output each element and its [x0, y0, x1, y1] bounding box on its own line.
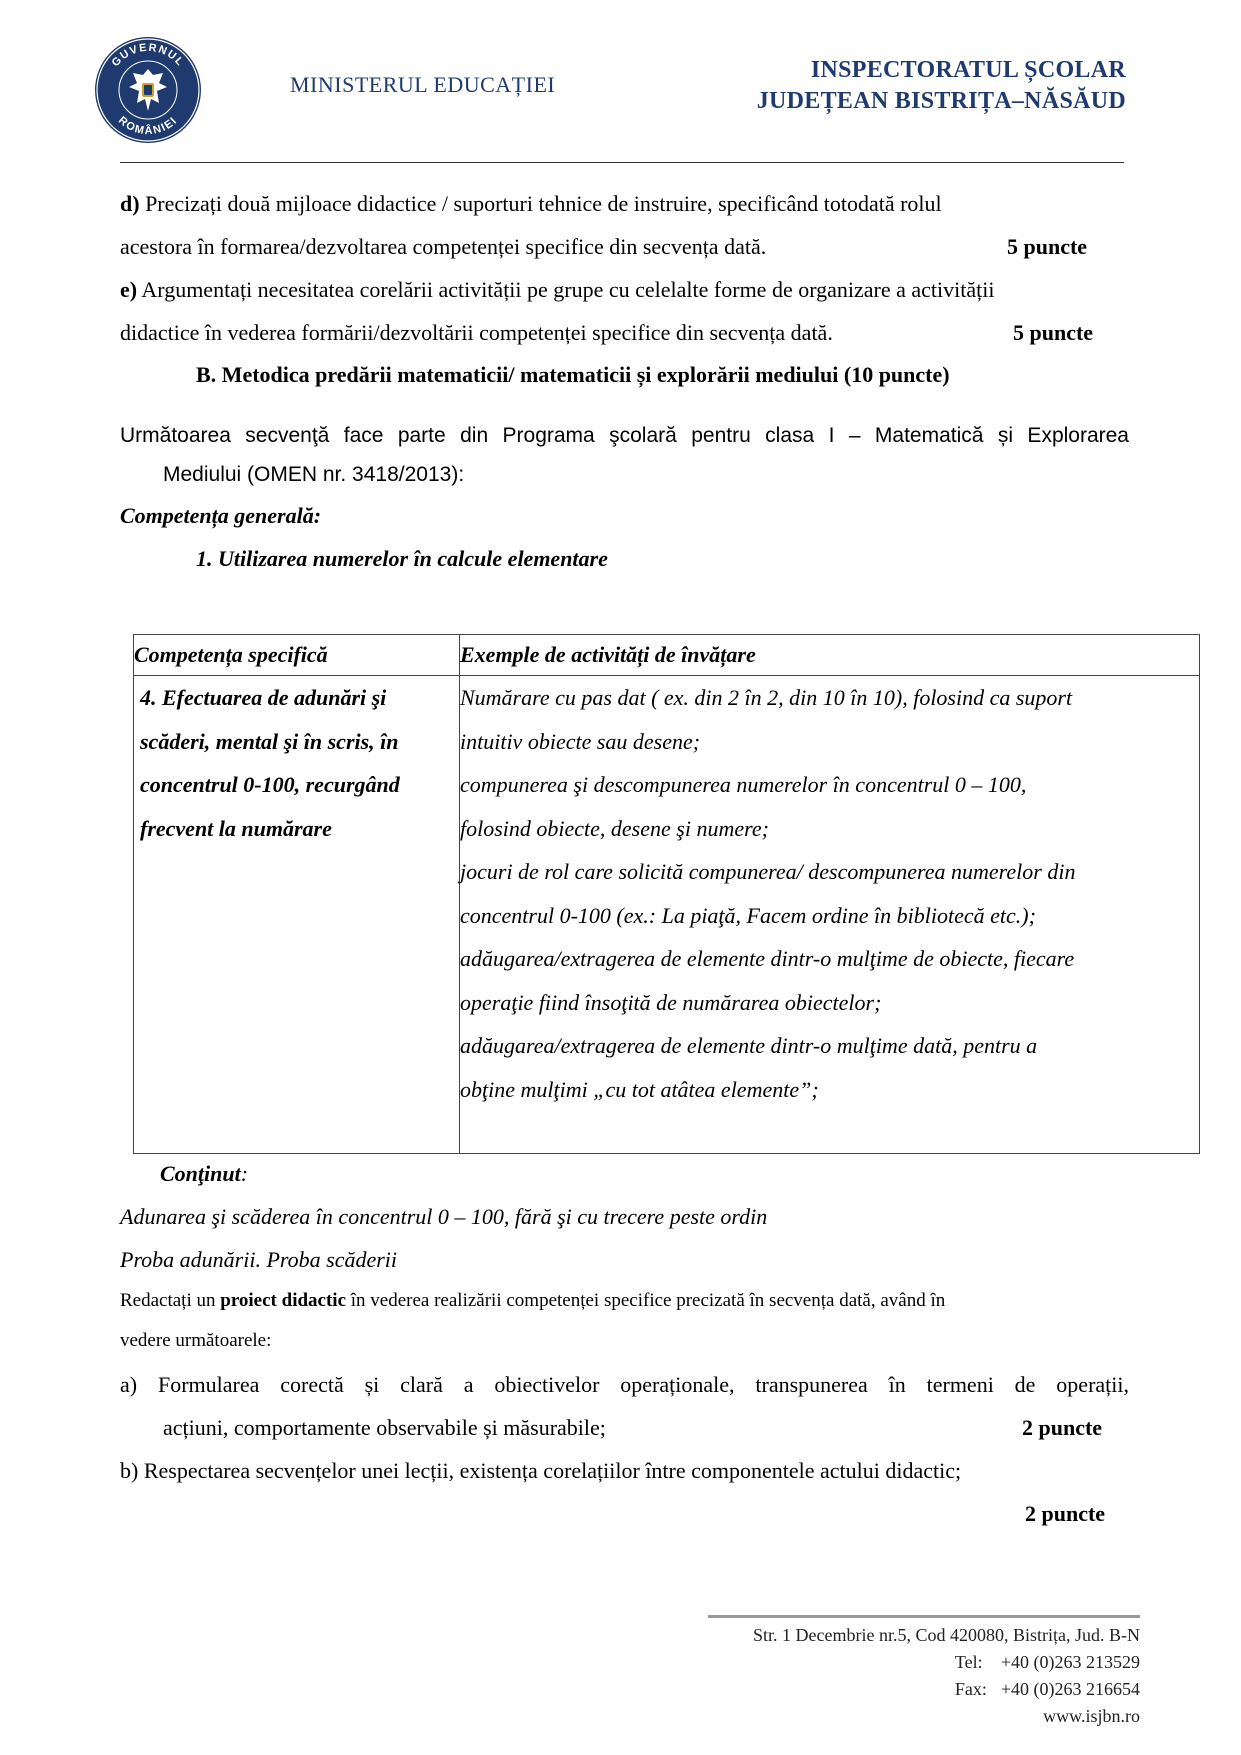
activity-line: obţine mulţimi „cu tot atâtea elemente”; — [460, 1076, 819, 1102]
specific-competence-line: concentrul 0-100, recurgând — [140, 772, 400, 797]
header-right-text: Exemple de activități de învățare — [460, 642, 756, 667]
specific-competence-line: 4. Efectuarea de adunări şi — [140, 685, 387, 710]
table-header-left — [134, 635, 460, 676]
activity-line: operaţie fiind însoţită de numărarea obiectelor; — [460, 989, 882, 1015]
content-line-1: Adunarea şi scăderea în concentrul 0 – 100, fără şi cu trecere peste ordin — [120, 1204, 768, 1229]
government-emblem-logo — [93, 35, 203, 145]
item-d-line-1 — [120, 190, 942, 218]
emblem-text-top: GUVERNUL — [109, 41, 187, 70]
criterion-b-line-1: b) Respectarea secvențelor unei lecții, existența corelațiilor între componentele actului didactic; — [120, 1458, 962, 1483]
activity-line: compunerea şi descompunerea numerelor în concentrul 0 – 100, — [460, 772, 1027, 797]
content-label: Conţinut — [160, 1161, 241, 1186]
table-header-right — [460, 635, 1200, 676]
activity-line: adăugarea/extragerea de elemente dintr-o mulţime de obiecte, fiecare — [460, 946, 1075, 971]
activity-line: intuitiv obiecte sau desene; — [460, 728, 701, 754]
activity-line: folosind obiecte, desene şi numere; — [460, 815, 769, 841]
general-competence-label: Competența generală: — [120, 503, 322, 528]
task-line-1 — [120, 1287, 945, 1315]
tel-label: Tel: — [954, 1652, 983, 1672]
content-line-2: Proba adunării. Proba scăderii — [120, 1247, 398, 1272]
item-e-text-1: Argumentați necesitatea corelării activității pe grupe cu celelalte forme de organizare a activității — [137, 277, 995, 302]
header-divider — [120, 162, 1124, 163]
footer-fax — [753, 1676, 1140, 1703]
table-header-row — [134, 635, 1200, 676]
fax-value: +40 (0)263 216654 — [1000, 1679, 1140, 1699]
specific-competence-line: frecvent la numărare — [140, 815, 332, 841]
inspectorate-name — [757, 55, 1126, 117]
item-d-text-2: acestora în formarea/dezvoltarea competenței specifice din secvența dată. — [120, 234, 767, 259]
activity-line: concentrul 0-100 (ex.: La piaţă, Facem ordine în bibliotecă etc.); — [460, 902, 1036, 928]
header-left-text: Competența specifică — [134, 642, 328, 667]
item-d-points: 5 puncte — [1007, 234, 1088, 259]
section-b-title: B. Metodica predării matematicii/ matematicii și explorării mediului (10 puncte) — [196, 362, 950, 387]
content-heading — [160, 1160, 248, 1188]
task-pre: Redactați un — [120, 1290, 221, 1311]
item-d-label: d) — [120, 191, 140, 216]
task-post: în vederea realizării competenței specifice precizată în secvența dată, având în — [346, 1290, 946, 1311]
item-d-text-1: Precizați două mijloace didactice / suporturi tehnice de instruire, specificând totodată rolul — [139, 191, 942, 216]
activity-line: adăugarea/extragerea de elemente dintr-o mulţime dată, pentru a — [460, 1033, 1038, 1058]
intro-line-2: Mediului (OMEN nr. 3418/2013): — [163, 463, 465, 486]
competence-table — [133, 634, 1200, 1154]
task-bold: proiect didactic — [220, 1290, 347, 1311]
general-competence-item: 1. Utilizarea numerelor în calcule elementare — [196, 546, 608, 571]
footer-tel — [753, 1649, 1140, 1676]
learning-activities-cell — [460, 676, 1200, 1154]
fax-label: Fax: — [954, 1679, 987, 1699]
criterion-a-line-2: acțiuni, comportamente observabile și măsurabile; — [163, 1415, 606, 1440]
item-e-line-1 — [120, 276, 994, 304]
footer-contact — [753, 1622, 1140, 1730]
criterion-a-points: 2 puncte — [1022, 1415, 1103, 1440]
emblem-text-bottom: ROMÂNIEI — [115, 114, 181, 138]
inspectorate-line-1: INSPECTORATUL ȘCOLAR — [810, 57, 1126, 83]
task-line-2: vedere următoarele: — [120, 1330, 272, 1351]
ministry-name: MINISTERUL EDUCAȚIEI — [290, 72, 556, 97]
criterion-b-points: 2 puncte — [1025, 1501, 1106, 1526]
content-colon: : — [240, 1161, 249, 1186]
footer-address: Str. 1 Decembrie nr.5, Cod 420080, Bistrița, Jud. B-N — [753, 1625, 1140, 1645]
specific-competence-line: scăderi, mental şi în scris, în — [140, 728, 399, 754]
specific-competence-cell — [134, 676, 460, 1154]
criterion-a-line-1: a) Formularea corectă și clară a obiectivelor operaționale, transpunerea în termeni de operații, — [120, 1372, 1129, 1397]
footer-website: www.isjbn.ro — [1043, 1706, 1140, 1726]
activity-line: jocuri de rol care solicită compunerea/ descompunerea numerelor din — [460, 859, 1076, 884]
item-e-points: 5 puncte — [1013, 320, 1094, 345]
item-e-label: e) — [120, 277, 138, 302]
intro-line-1: Următoarea secvenţă face parte din Programa şcolară pentru clasa I – Matematică și Explorarea — [120, 424, 1129, 447]
tel-value: +40 (0)263 213529 — [1000, 1652, 1140, 1672]
activity-line: Numărare cu pas dat ( ex. din 2 în 2, din 10 în 10), folosind ca suport — [460, 685, 1073, 710]
footer-divider — [708, 1615, 1140, 1618]
table-row — [134, 676, 1200, 1154]
item-e-text-2: didactice în vederea formării/dezvoltării competenței specifice din secvența dată. — [120, 320, 833, 345]
inspectorate-line-2: JUDEȚEAN BISTRIȚA–NĂSĂUD — [756, 88, 1126, 114]
